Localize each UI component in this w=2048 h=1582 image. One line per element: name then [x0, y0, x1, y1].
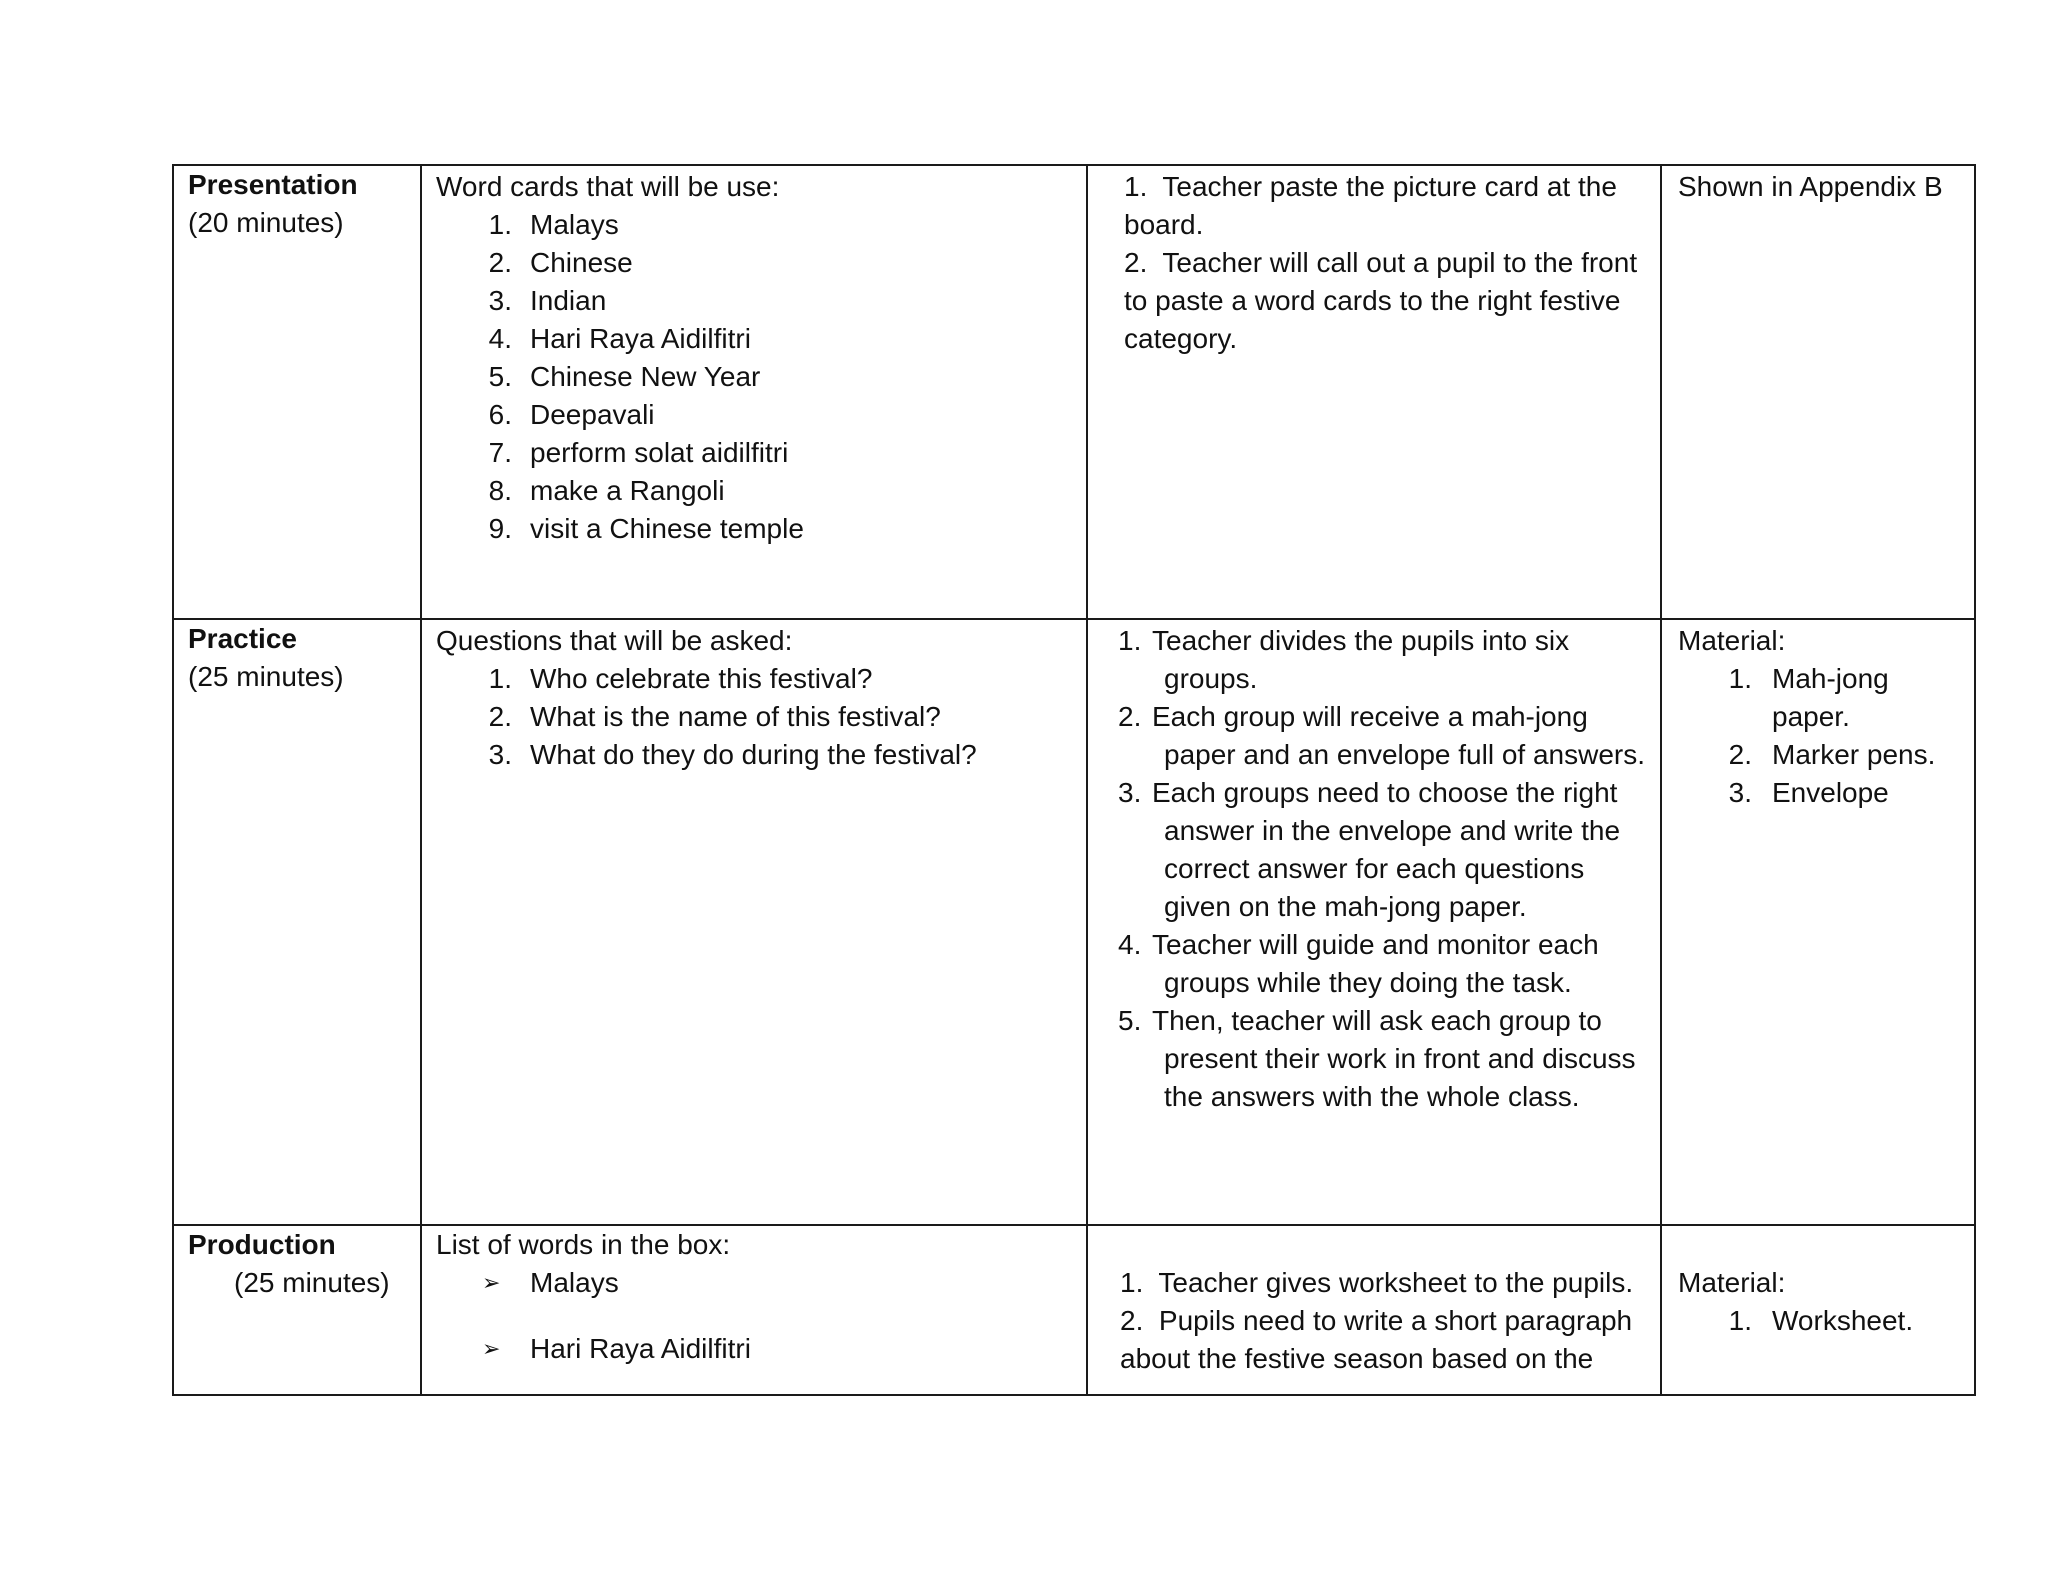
- activity-item: 1. Teacher gives worksheet to the pupils.: [1120, 1267, 1634, 1298]
- activity-cell: [1087, 619, 1661, 1225]
- activity-item: 1. Teacher paste the picture card at the board.: [1124, 171, 1617, 240]
- list-item: 3. What do they do during the festival?: [488, 739, 977, 770]
- activity-item: 4. Teacher will guide and monitor each groups while they doing the task.: [1118, 929, 1599, 998]
- list-item: 2. What is the name of this festival?: [488, 701, 941, 732]
- material-cell: [1661, 165, 1975, 619]
- content-heading: Word cards that will be use:: [436, 171, 780, 202]
- word-box-list: [436, 1264, 1086, 1368]
- table-row-production: [173, 1225, 1975, 1395]
- stage-name: Production: [188, 1229, 336, 1260]
- stage-time: (25 minutes): [188, 661, 344, 692]
- list-item: 1. Who celebrate this festival?: [488, 663, 873, 694]
- list-item: 5. Chinese New Year: [488, 361, 761, 392]
- stage-cell: [173, 619, 421, 1225]
- content-cell: [421, 165, 1087, 619]
- stage-cell: [173, 165, 421, 619]
- list-item: 1. Mah-jong paper.: [1728, 663, 1889, 732]
- activity-item: 2. Teacher will call out a pupil to the front to paste a word cards to the right festive category.: [1124, 247, 1638, 354]
- list-item: 3. Envelope: [1728, 777, 1889, 808]
- content-heading: Questions that will be asked:: [436, 625, 793, 656]
- material-list: [1678, 1302, 1974, 1340]
- table-row-practice: [173, 619, 1975, 1225]
- activity-list: [1118, 622, 1650, 1116]
- content-cell: [421, 619, 1087, 1225]
- word-card-list: [436, 206, 1086, 548]
- stage-time: (20 minutes): [188, 207, 344, 238]
- material-cell: [1661, 619, 1975, 1225]
- list-item: 7. perform solat aidilfitri: [488, 437, 789, 468]
- material-text: Shown in Appendix B: [1678, 171, 1943, 202]
- stage-name: Presentation: [188, 169, 358, 200]
- activity-item: 5. Then, teacher will ask each group to present their work in front and discuss the answers with the whole class.: [1118, 1005, 1636, 1112]
- stage-time: (25 minutes): [234, 1267, 390, 1298]
- stage-cell: [173, 1225, 421, 1395]
- activity-item: 3. Each groups need to choose the right answer in the envelope and write the correct answer for each questions given on the mah-jong paper.: [1118, 777, 1621, 922]
- list-item: 3. Indian: [488, 285, 607, 316]
- list-item: 6. Deepavali: [488, 399, 655, 430]
- material-cell: [1661, 1225, 1975, 1395]
- stage-name: Practice: [188, 623, 297, 654]
- content-cell: [421, 1225, 1087, 1395]
- content-heading: List of words in the box:: [436, 1229, 731, 1260]
- list-item: ➢ Malays: [436, 1264, 1086, 1302]
- material-heading: Material:: [1678, 1267, 1786, 1298]
- activity-cell: [1087, 1225, 1661, 1395]
- list-item: 1. Worksheet.: [1728, 1305, 1914, 1336]
- question-list: [436, 660, 1086, 774]
- activity-cell: [1087, 165, 1661, 619]
- arrowhead-bullet-icon: ➢: [482, 1270, 501, 1295]
- material-list: [1678, 660, 1974, 812]
- list-item: 4. Hari Raya Aidilfitri: [488, 323, 751, 354]
- lesson-plan-table: [172, 164, 1976, 1396]
- list-item: 2. Marker pens.: [1728, 739, 1936, 770]
- material-heading: Material:: [1678, 625, 1786, 656]
- list-item: 2. Chinese: [488, 247, 633, 278]
- list-item: ➢ Hari Raya Aidilfitri: [436, 1330, 1086, 1368]
- activity-item: 1. Teacher divides the pupils into six groups.: [1118, 625, 1570, 694]
- activity-item: 2. Each group will receive a mah-jong paper and an envelope full of answers.: [1118, 701, 1645, 770]
- list-item: 8. make a Rangoli: [488, 475, 725, 506]
- table-row-presentation: [173, 165, 1975, 619]
- activity-item: 2. Pupils need to write a short paragraph about the festive season based on the: [1120, 1305, 1633, 1374]
- list-item: 1. Malays: [488, 209, 619, 240]
- list-item: 9. visit a Chinese temple: [488, 513, 804, 544]
- arrowhead-bullet-icon: ➢: [482, 1336, 501, 1361]
